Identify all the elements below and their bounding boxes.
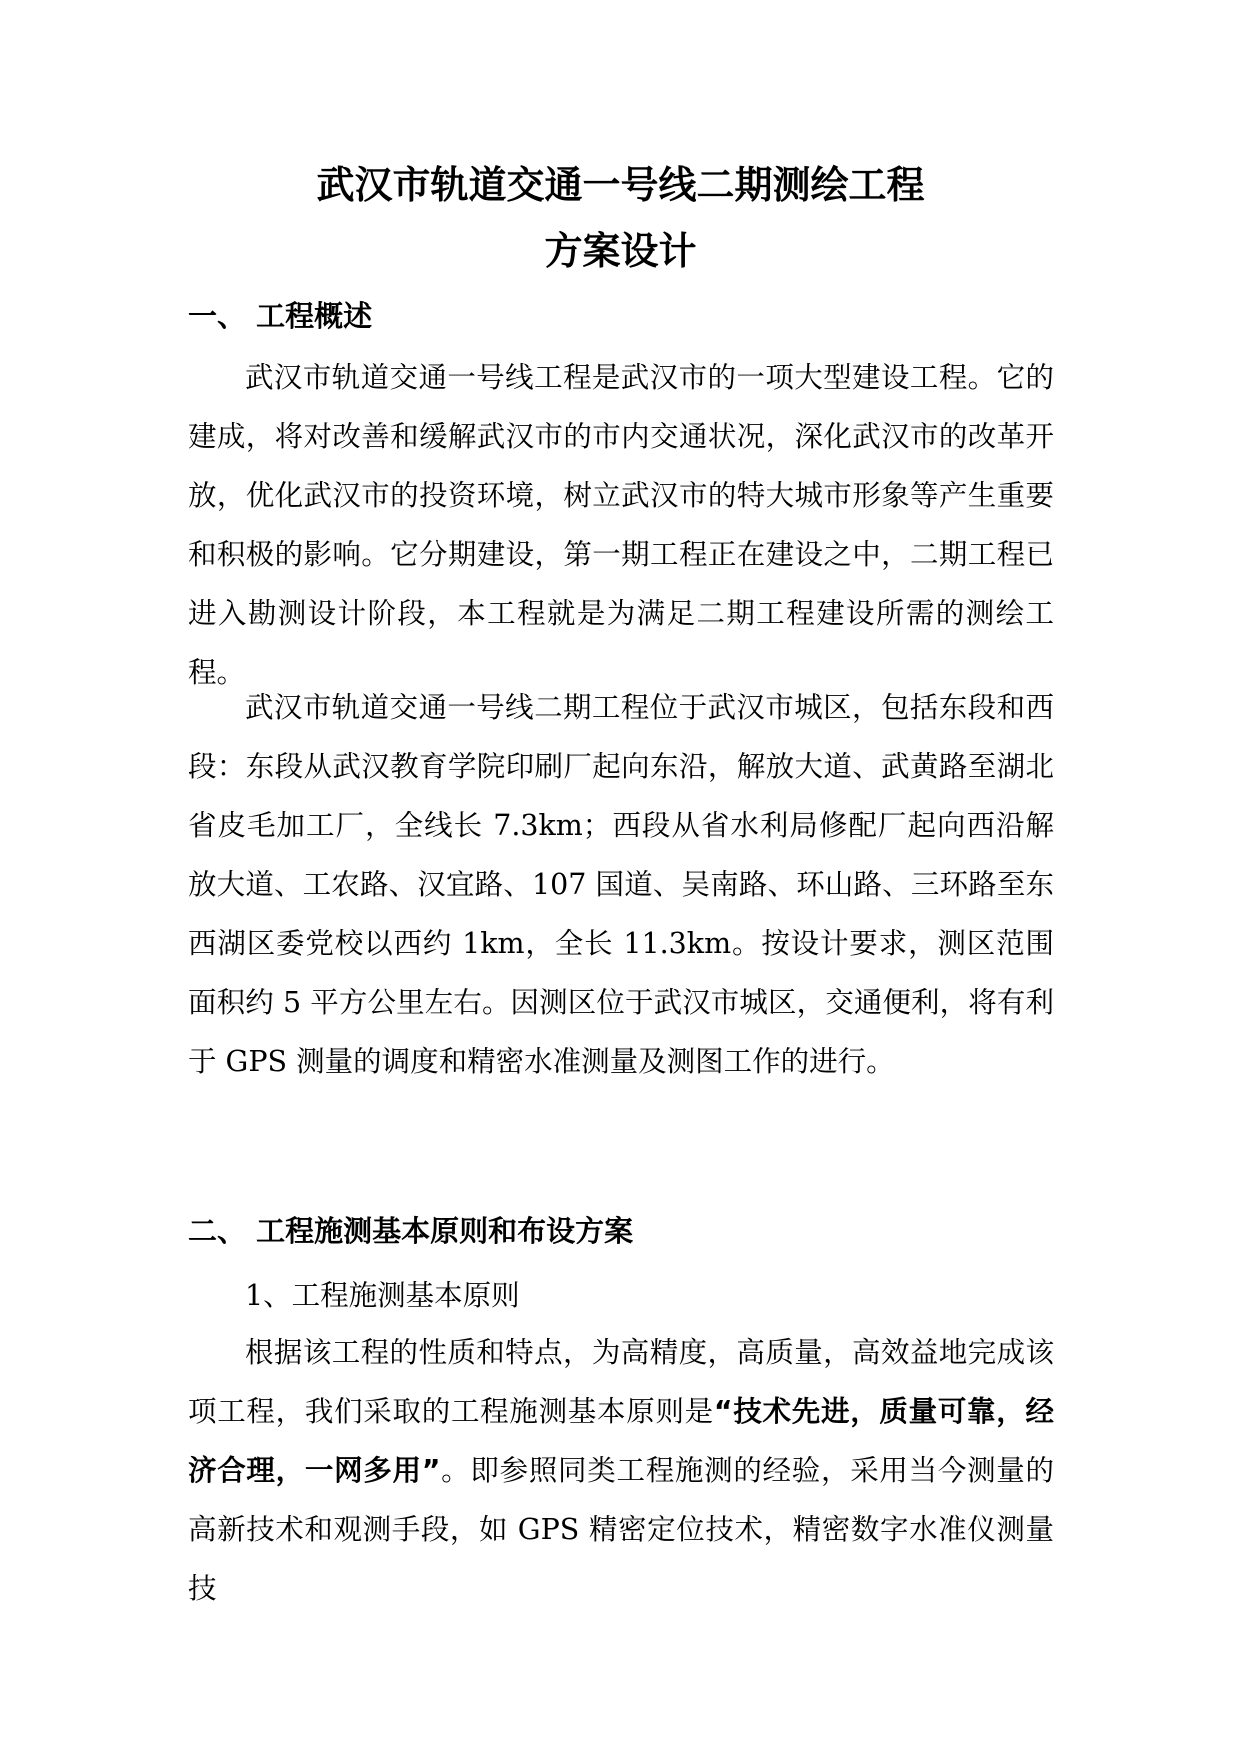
- section2-paragraph-bold: “技术先进，质量可靠，经济合理，一网多用”: [188, 1395, 1054, 1487]
- section1-paragraph1: 武汉市轨道交通一号线工程是武汉市的一项大型建设工程。它的建成，将对改善和缓解武汉市的市内交通状况，深化武汉市的改革开放，优化武汉市的投资环境，树立武汉市的特大城市形象等产生重要和积极的影响。它分期建设，第一期工程正在建设之中，二期工程已进入勘测设计阶段，本工程就是为满足二期工程建设所需的测绘工程。: [188, 361, 1054, 689]
- section1-paragraph2: 武汉市轨道交通一号线二期工程位于武汉市城区，包括东段和西段：东段从武汉教育学院印刷厂起向东沿，解放大道、武黄路至湖北省皮毛加工厂，全线长 7.3km；西段从省水利局修配厂起向西沿解放大道、工农路、汉宜路、107 国道、吴南路、环山路、三环路至东西湖区委党校以西约 1km，全长 11.3km。按设计要求，测区范围面积约 5 平方公里左右。因测区位于武汉市城区，交通便利，将有利于 GPS 测量的调度和精密水准测量及测图工作的进行。: [188, 691, 1054, 1078]
- section2-subheading: 1、工程施测基本原则: [245, 1279, 520, 1312]
- document-title-line1: 武汉市轨道交通一号线二期测绘工程: [316, 163, 925, 207]
- document-title-line2: 方案设计: [544, 229, 697, 273]
- section2-paragraph: [188, 1323, 1054, 1618]
- section2-paragraph-part1: 根据该工程的性质和特点，为高精度，高质量，高效益地完成该项工程，我们采取的工程施测基本原则是: [188, 1336, 1054, 1428]
- section2-paragraph-part2: 。即参照同类工程施测的经验，采用当今测量的高新技术和观测手段，如 GPS 精密定位技术，精密数字水准仪测量技: [188, 1454, 1054, 1605]
- section2-heading: 二、 工程施测基本原则和布设方案: [188, 1214, 634, 1248]
- section1-heading: 一、 工程概述: [188, 299, 373, 333]
